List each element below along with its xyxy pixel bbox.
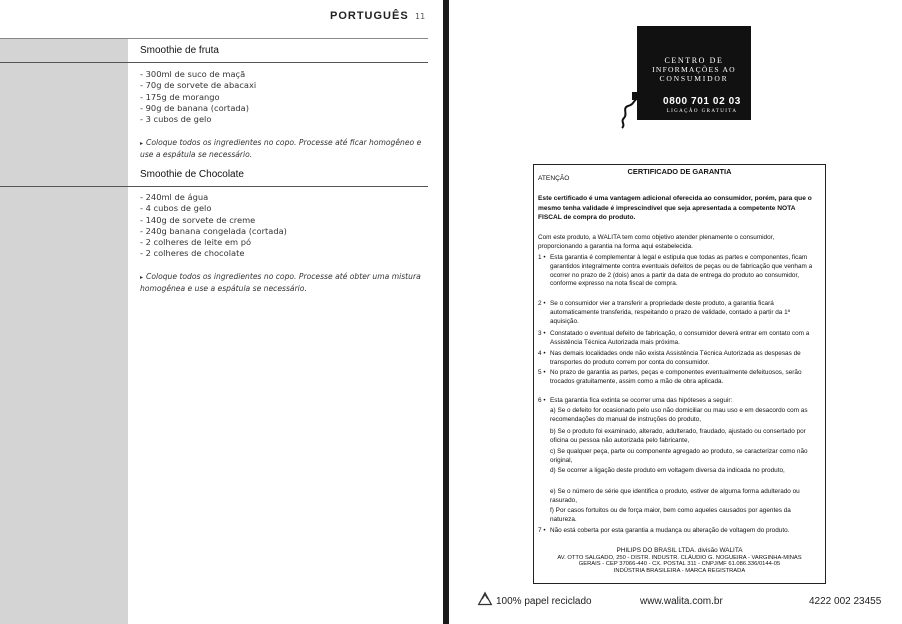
header-rule [0,38,428,39]
ingredient-item: - 240g banana congelada (cortada) [140,225,287,236]
certificate-clause [538,350,820,368]
clause-subitem: f) Por casos fortuitos ou de força maior, bem como aqueles causados por agentes da natureza. [550,507,791,523]
ingredient-list [140,192,287,260]
ingredient-item: - 2 colheres de chocolate [140,248,245,259]
company-address: INDÚSTRIA BRASILEIRA - MARCA REGISTRADA [613,567,746,574]
ingredient-item: - 175g de morango [140,91,220,102]
certificate-attention: ATENÇÃO [538,175,570,182]
ingredient-list [140,69,256,125]
ingredient-item: - 3 cubos de gelo [140,114,212,125]
ingredient-item: - 90g de banana (cortada) [140,102,249,113]
recycled-paper-note: 100% papel reciclado [496,596,592,607]
clause-text: Constatado o eventual defeito de fabricação, o consumidor deverá entrar em contato com a Assistência Técnica Autorizada mais próxima. [550,330,810,346]
logo-text: CONSUMIDOR [659,74,729,83]
certificate-title: CERTIFICADO DE GARANTIA [627,167,732,176]
recipe-title: Smoothie de Chocolate [140,169,244,180]
logo-phone-number: 0800 701 02 03 [663,96,741,107]
recipe-rule [0,62,428,63]
company-address: GERAIS - CEP 37066-440 - CX. POSTAL 311 - CNPJ/MF 61.086.336/0144-05 [578,561,781,568]
instruction-text: Coloque todos os ingredientes no copo. Processe até ficar homogêneo e use a espátula se necessário. [140,138,422,159]
clause-number: 3 • [538,330,546,337]
clause-number: 7 • [538,527,546,534]
certificate-clause [538,300,820,326]
company-address: AV. OTTO SALGADO, 250 - DISTR. INDUSTR. CLÁUDIO G. NOGUEIRA - VARGINHA-MINAS [557,554,802,561]
clause-subitem: b) Se o produto foi examinado, alterado, adulterado, fraudado, ajustado ou consertado por oficina ou pessoa não autorizada pelo fabricante, [550,428,806,444]
recycle-icon [476,591,494,609]
ingredient-item: - 70g de sorvete de abacaxi [140,80,257,91]
clause-number: 1 • [538,254,546,261]
certificate-clause [538,397,820,406]
language-header: PORTUGUÊS [330,10,409,22]
product-code: 4222 002 23455 [809,596,882,607]
certificate-intro: Com este produto, a WALITA tem como objetivo atender plenamente o consumidor, proporcionando a garantia na forma aqui estabelecida. [538,234,775,250]
clause-number: 6 • [538,397,546,404]
certificate-clause [538,369,820,387]
left-page [0,0,443,624]
ingredient-item: - 140g de sorvete de creme [140,214,256,225]
certificate-clause [538,254,820,289]
website-link[interactable]: www.walita.com.br [640,596,723,607]
certificate-notice: Este certificado é uma vantagem adicional oferecida ao consumidor, porém, para que o mesmo tenha validade é imprescindível que seja apresentada a competente NOTA FISCAL de compra do produto. [538,195,812,222]
bullet-triangle-icon: ▸ [140,140,144,147]
page-number: 11 [415,12,426,21]
clause-text: Nas demais localidades onde não exista Assistência Técnica Autorizada as despesas de transportes do produto correm por conta do consumidor. [550,350,801,366]
consumer-center-logo [637,26,751,120]
recipe-title: Smoothie de fruta [140,45,219,56]
ingredient-item: - 300ml de suco de maçã [140,69,246,79]
bullet-triangle-icon: ▸ [140,274,144,281]
phone-cord-icon [618,92,648,132]
ingredient-item: - 4 cubos de gelo [140,203,212,214]
instruction-text: Coloque todos os ingredientes no copo. Processe até obter uma mistura homogênea e use a espátula se necessário. [140,272,421,293]
company-info [534,548,825,574]
margin-strip [0,38,128,624]
clause-subitem: a) Se o defeito for ocasionado pelo uso não domiciliar ou mau uso e em desacordo com as recomendações do manual de instruções do produto, [550,407,808,423]
logo-tagline: LIGAÇÃO GRATUITA [666,109,738,114]
clause-text: Não está coberta por esta garantia a mudança ou alteração de voltagem do produto. [550,527,790,534]
company-name: PHILIPS DO BRASIL LTDA. divisão WALITA [616,547,743,554]
certificate-clause [538,527,820,536]
clause-subitem: e) Se o número de série que identifica o produto, estiver de alguma forma adulterado ou rasurado, [550,488,800,504]
certificate-clause [538,330,820,348]
clause-text: Se o consumidor vier a transferir a propriedade deste produto, a garantia ficará automaticamente transferida, respeitando o prazo de validade, contado a partir da 1ª aquisição. [550,300,791,325]
ingredient-item: - 2 colheres de leite em pó [140,237,252,248]
recipe-rule [0,186,428,187]
clause-number: 2 • [538,300,546,307]
clause-subitem: d) Se ocorrer a ligação deste produto em voltagem diversa da indicada no produto, [550,467,785,474]
clause-number: 5 • [538,369,546,376]
clause-text: Esta garantia é complementar à legal e estipula que todas as partes e componentes, ficam garantidos integralmente contra eventuais defeitos de peças ou de fabricação que venham a ocorrer no prazo de 2 (dois) anos a partir da data de entrega do produto ao consumidor, conforme expresso na nota fiscal de compra. [550,254,813,288]
recipe-instruction [140,271,425,294]
clause-number: 4 • [538,350,546,357]
ingredient-item: - 240ml de água [140,192,209,202]
clause-text: No prazo de garantia as partes, peças e componentes eventualmente defeituosos, serão trocados gratuitamente, assim como a mão de obra aplicada. [550,369,802,385]
clause-text: Esta garantia fica extinta se ocorrer uma das hipóteses a seguir: [550,397,733,404]
recipe-instruction [140,137,425,160]
logo-text: INFORMAÇÕES AO [652,65,736,74]
logo-text: CENTRO DE [664,56,724,65]
clause-subitem: c) Se qualquer peça, parte ou componente agregado ao produto, se caracterizar como não original, [550,448,808,464]
warranty-certificate [533,164,826,584]
